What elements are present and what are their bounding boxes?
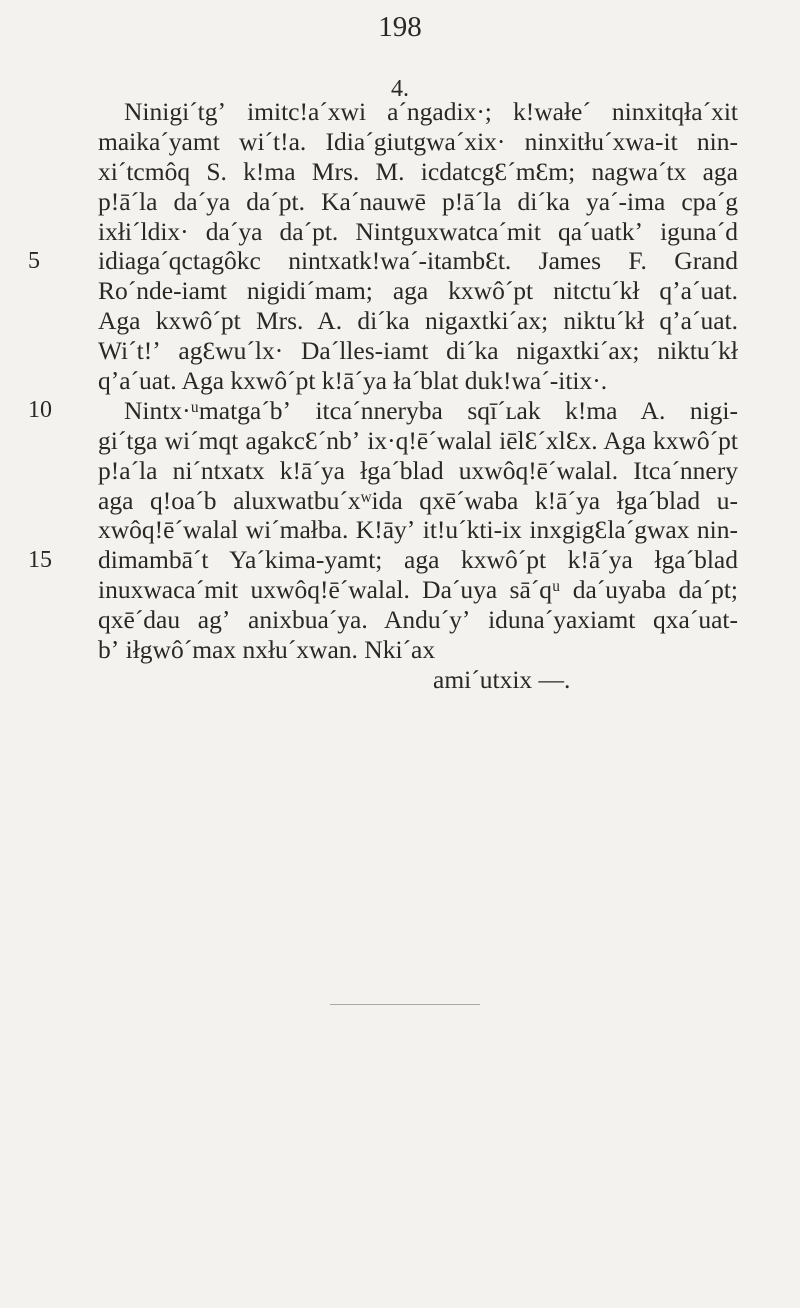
line-number-10: 10 <box>28 397 52 423</box>
text-line-12: gi´tga wi´mqt agakcƐ´nbʼ ix·q!ē´walal iēlƐ´xlƐx. Aga kxwô´pt <box>98 425 738 455</box>
text-line-17: inuxwaca´mit uxwôq!ē´walal. Da´uya sā´qᵘ da´uyaba da´pt; <box>98 575 738 605</box>
text-line-15: xwôq!ē´walal wi´małba. K!āyʼ it!u´kti-ix inxgigƐla´gwax nin- <box>98 515 738 545</box>
text-line-18: qxē´dau agʼ anixbua´ya. Andu´yʼ iduna´yaxiamt qxa´uat- <box>98 605 738 635</box>
text-line-7: Ro´nde-iamt nigidi´mam; aga kxwô´pt nitctu´kł qʼa´uat. <box>98 276 738 306</box>
text-line-13: p!a´la ni´ntxatx k!ā´ya łga´blad uxwôq!ē´walal. Itca´nnery <box>98 455 738 485</box>
text-line-11: Nintx·ᵘmatga´bʼ itca´nneryba sqī´ʟak k!ma A. nigi- <box>124 395 738 425</box>
section-number: 4. <box>391 76 409 102</box>
page-number: 198 <box>378 11 422 43</box>
line-number-5: 5 <box>28 247 40 274</box>
text-line-4: p!ā´la da´ya da´pt. Ka´nauwē p!ā´la di´ka ya´-ima cpa´g <box>98 186 738 216</box>
text-line-20: ami´utxix —. <box>433 664 571 694</box>
text-line-10: qʼa´uat. Aga kxwô´pt k!ā´ya ła´blat duk!wa´-itix·. <box>98 366 608 396</box>
text-line-6: idiaga´qctagôkc nintxatk!wa´-itambƐt. James F. Grand <box>98 246 738 276</box>
text-line-2: maika´yamt wi´t!a. Idia´giutgwa´xix· ninxitłu´xwa-it nin- <box>98 126 738 156</box>
text-body <box>98 97 738 695</box>
text-line-9: Wi´t!ʼ agƐwu´lx· Da´lles-iamt di´ka nigaxtki´ax; niktu´kł <box>98 336 738 366</box>
text-line-8: Aga kxwô´pt Mrs. A. di´ka nigaxtki´ax; niktu´kł qʼa´uat. <box>98 306 738 336</box>
text-line-14: aga q!oa´b aluxwatbu´xʷida qxē´waba k!ā´ya łga´blad u- <box>98 485 738 515</box>
text-line-1: Ninigi´tgʼ imitc!a´xwi a´ngadix·; k!wałe´ ninxitqła´xit <box>124 97 738 126</box>
text-line-3: xi´tcmôq S. k!ma Mrs. M. icdatcgƐ´mƐm; nagwa´tx aga <box>98 156 738 186</box>
text-line-5: ixłi´ldix· da´ya da´pt. Nintguxwatca´mit qa´uatkʼ iguna´d <box>98 216 738 246</box>
section-divider <box>330 1004 480 1005</box>
text-line-19: bʼ iłgwô´max nxłu´xwan. Nki´ax <box>98 635 436 665</box>
line-number-15: 15 <box>28 546 52 573</box>
text-line-16: dimambā´t Ya´kima-yamt; aga kxwô´pt k!ā´ya łga´blad <box>98 545 738 575</box>
